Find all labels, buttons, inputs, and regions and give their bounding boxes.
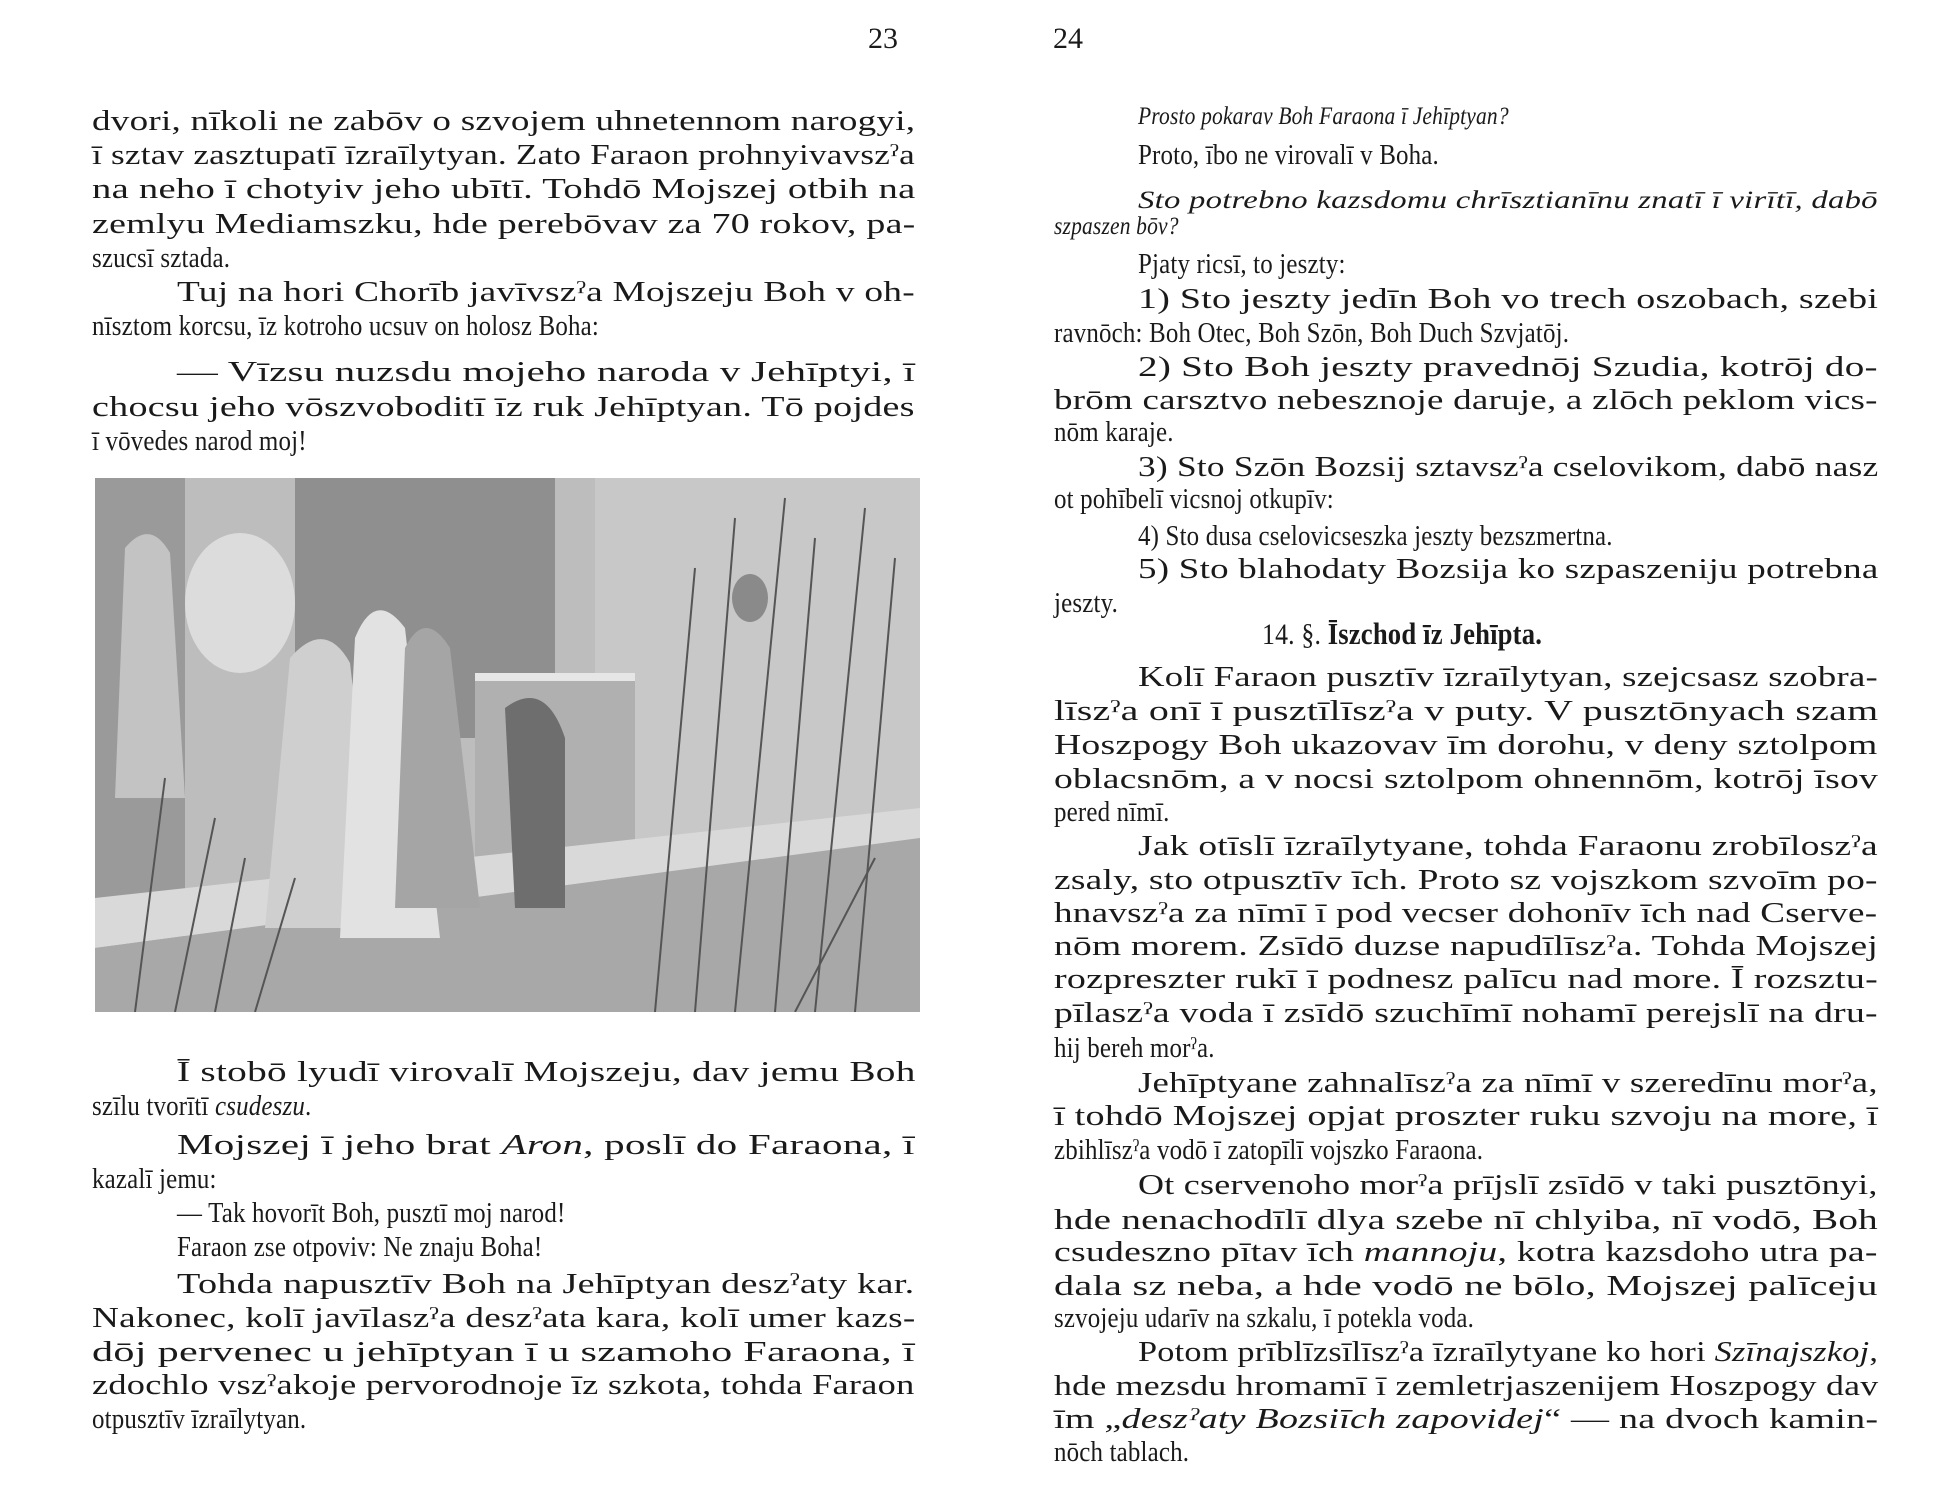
catechism-question: Prosto pokarav Boh Faraona ī Jehīptyan? — [1138, 103, 1509, 130]
catechism-question: szpaszen bōv? — [1054, 213, 1179, 240]
text-run: csudeszno pītav īch mannoju, kotra kazsdoho utra pa- — [1054, 1236, 1878, 1268]
list-item: 2) Sto Boh jeszty pravednōj Szudia, kotrōj do- — [1138, 351, 1878, 383]
text-line: Kolī Faraon pusztīv īzraīlytyan, szejcsasz szobra- — [1138, 661, 1878, 693]
text-line: zdochlo vszˀakoje pervorodnoje īz szkota, tohda Faraon — [92, 1369, 915, 1401]
text-line: — Vīzsu nuzsdu mojeho naroda v Jehīptyi, ī — [177, 356, 915, 388]
text-line: pered nīmī. — [1054, 796, 1170, 828]
text-line: nōm karaje. — [1054, 416, 1174, 448]
text-line: nīsztom korcsu, īz kotroho ucsuv on holosz Boha: — [92, 310, 599, 342]
text-line: zemlyu Mediamszku, hde perebōvav za 70 rokov, pa- — [92, 208, 916, 240]
text-line: līszˀa onī ī pusztīlīszˀa v puty. V pusztōnyach szam — [1054, 695, 1879, 727]
section-number: 14. §. — [1262, 618, 1322, 651]
text-line: brōm carsztvo nebesznoje daruje, a zlōch peklom vics- — [1054, 384, 1878, 416]
text-line: kazalī jemu: — [92, 1163, 217, 1195]
text-line: Ot cservenoho morˀa prījslī zsīdō v taki pusztōnyi, — [1138, 1169, 1878, 1201]
text-run: Mojszej ī jeho brat Aron, poslī do Faraona, ī — [177, 1129, 915, 1161]
text-line: nōch tablach. — [1054, 1436, 1190, 1468]
text-line: pīlaszˀa voda ī zsīdō szuchīmī nohamī perejslī na dru- — [1054, 997, 1878, 1029]
text-line — [1054, 1235, 1878, 1269]
text-line: szucsī sztada. — [92, 242, 231, 274]
page-number-right: 24 — [1053, 22, 1083, 55]
catechism-question: Sto potrebno kazsdomu chrīsztianīnu znatī ī virītī, dabō — [1138, 187, 1878, 214]
text-line: hde mezsdu hromamī ī zemletrjaszenijem Hoszpogy dav — [1054, 1370, 1879, 1402]
section-title: Īszchod īz Jehīpta. — [1327, 616, 1543, 651]
text-line: dala sz neba, a hde vodō ne bōlo, Mojszej palīceju — [1054, 1270, 1878, 1302]
text-line: hde nenachodīlī dlya szebe nī chlyiba, nī vodō, Boh — [1054, 1204, 1879, 1236]
text-line — [1054, 1402, 1878, 1436]
text-line: oblacsnōm, a v nocsi sztolpom ohnennōm, kotrōj īsov — [1054, 763, 1879, 795]
text-line: Pjaty ricsī, to jeszty: — [1138, 248, 1346, 280]
text-line: zsaly, sto otpusztīv īch. Proto sz vojszkom szvoīm po- — [1054, 864, 1878, 896]
text-line — [92, 1089, 311, 1123]
text-line: Faraon zse otpoviv: Ne znaju Boha! — [177, 1231, 543, 1263]
catechism-answer: Proto, ībo ne virovalī v Boha. — [1138, 139, 1439, 171]
text-line: Jak otīslī īzraīlytyane, tohda Faraonu zrobīloszˀa — [1138, 830, 1878, 862]
text-line: ravnōch: Boh Otec, Boh Szōn, Boh Duch Szvjatōj. — [1054, 317, 1570, 349]
text-line: Tohda napusztīv Boh na Jehīptyan deszˀaty kar. — [177, 1268, 915, 1300]
illustration — [95, 478, 920, 1012]
list-item: 4) Sto dusa cselovicseszka jeszty bezszmertna. — [1138, 520, 1613, 552]
page-number-left: 23 — [868, 22, 898, 55]
text-line: ī sztav zasztupatī īzraīlytyan. Zato Faraon prohnyivavszˀa — [92, 139, 915, 171]
text-line: hij bereh morˀa. — [1054, 1032, 1215, 1064]
text-line: dōj pervenec u jehīptyan ī u szamoho Faraona, ī — [92, 1336, 915, 1368]
text-line: na neho ī chotyiv jeho ubītī. Tohdō Mojszej otbih na — [92, 173, 916, 205]
text-run: Potom prīblīzsīlīszˀa īzraīlytyane ko hori Szīnajszkoj, — [1138, 1336, 1879, 1368]
text-line: rozpreszter rukī ī podnesz palīcu nad more. Ī rozsztu- — [1054, 963, 1879, 995]
text-run: szīlu tvorītī csudeszu. — [92, 1090, 312, 1122]
text-line: szvojeju udarīv na szkalu, ī potekla voda. — [1054, 1302, 1475, 1334]
text-run: īm „deszˀaty Bozsiīch zapovidej“ — na dvoch kamin- — [1054, 1403, 1879, 1435]
text-line: Jehīptyane zahnalīszˀa za nīmī v szeredīnu morˀa, — [1138, 1067, 1878, 1099]
text-line: hnavszˀa za nīmī ī pod vecser dohonīv īch nad Cserve- — [1054, 897, 1878, 929]
text-line: otpusztīv īzraīlytyan. — [92, 1403, 307, 1435]
text-line: chocsu jeho vōszvoboditī īz ruk Jehīptyan. Tō pojdes — [92, 391, 915, 423]
list-item: 1) Sto jeszty jedīn Boh vo trech oszobach, szebi — [1138, 283, 1879, 315]
text-line: ot pohībelī vicsnoj otkupīv: — [1054, 483, 1334, 515]
text-line: Ī stobō lyudī virovalī Mojszeju, dav jemu Boh — [177, 1056, 916, 1088]
text-line: nōm morem. Zsīdō duzse napudīlīszˀa. Tohda Mojszej — [1054, 930, 1879, 962]
text-line: dvori, nīkoli ne zabōv o szvojem uhnetennom narogyi, — [92, 105, 916, 137]
text-line: Nakonec, kolī javīlaszˀa deszˀata kara, kolī umer kazs- — [92, 1302, 916, 1334]
section-heading — [1262, 617, 1542, 652]
text-line: jeszty. — [1054, 587, 1119, 619]
text-line: zbihlīszˀa vodō ī zatopīlī vojszko Faraona. — [1054, 1134, 1484, 1166]
text-line: ī tohdō Mojszej opjat proszter ruku szvoju na more, ī — [1054, 1100, 1878, 1132]
text-line — [177, 1128, 915, 1162]
text-line — [1138, 1335, 1878, 1369]
engraving-image — [95, 478, 920, 1012]
list-item: 5) Sto blahodaty Bozsija ko szpaszeniju potrebna — [1138, 553, 1879, 585]
text-line: — Tak hovorīt Boh, pusztī moj narod! — [177, 1197, 566, 1229]
list-item: 3) Sto Szōn Bozsij sztavszˀa cselovikom, dabō nasz — [1138, 451, 1879, 483]
text-line: Hoszpogy Boh ukazovav īm dorohu, v deny sztolpom — [1054, 729, 1878, 761]
text-line: ī vōvedes narod moj! — [92, 425, 307, 457]
text-line: Tuj na hori Chorīb javīvszˀa Mojszeju Boh v oh- — [177, 276, 915, 308]
